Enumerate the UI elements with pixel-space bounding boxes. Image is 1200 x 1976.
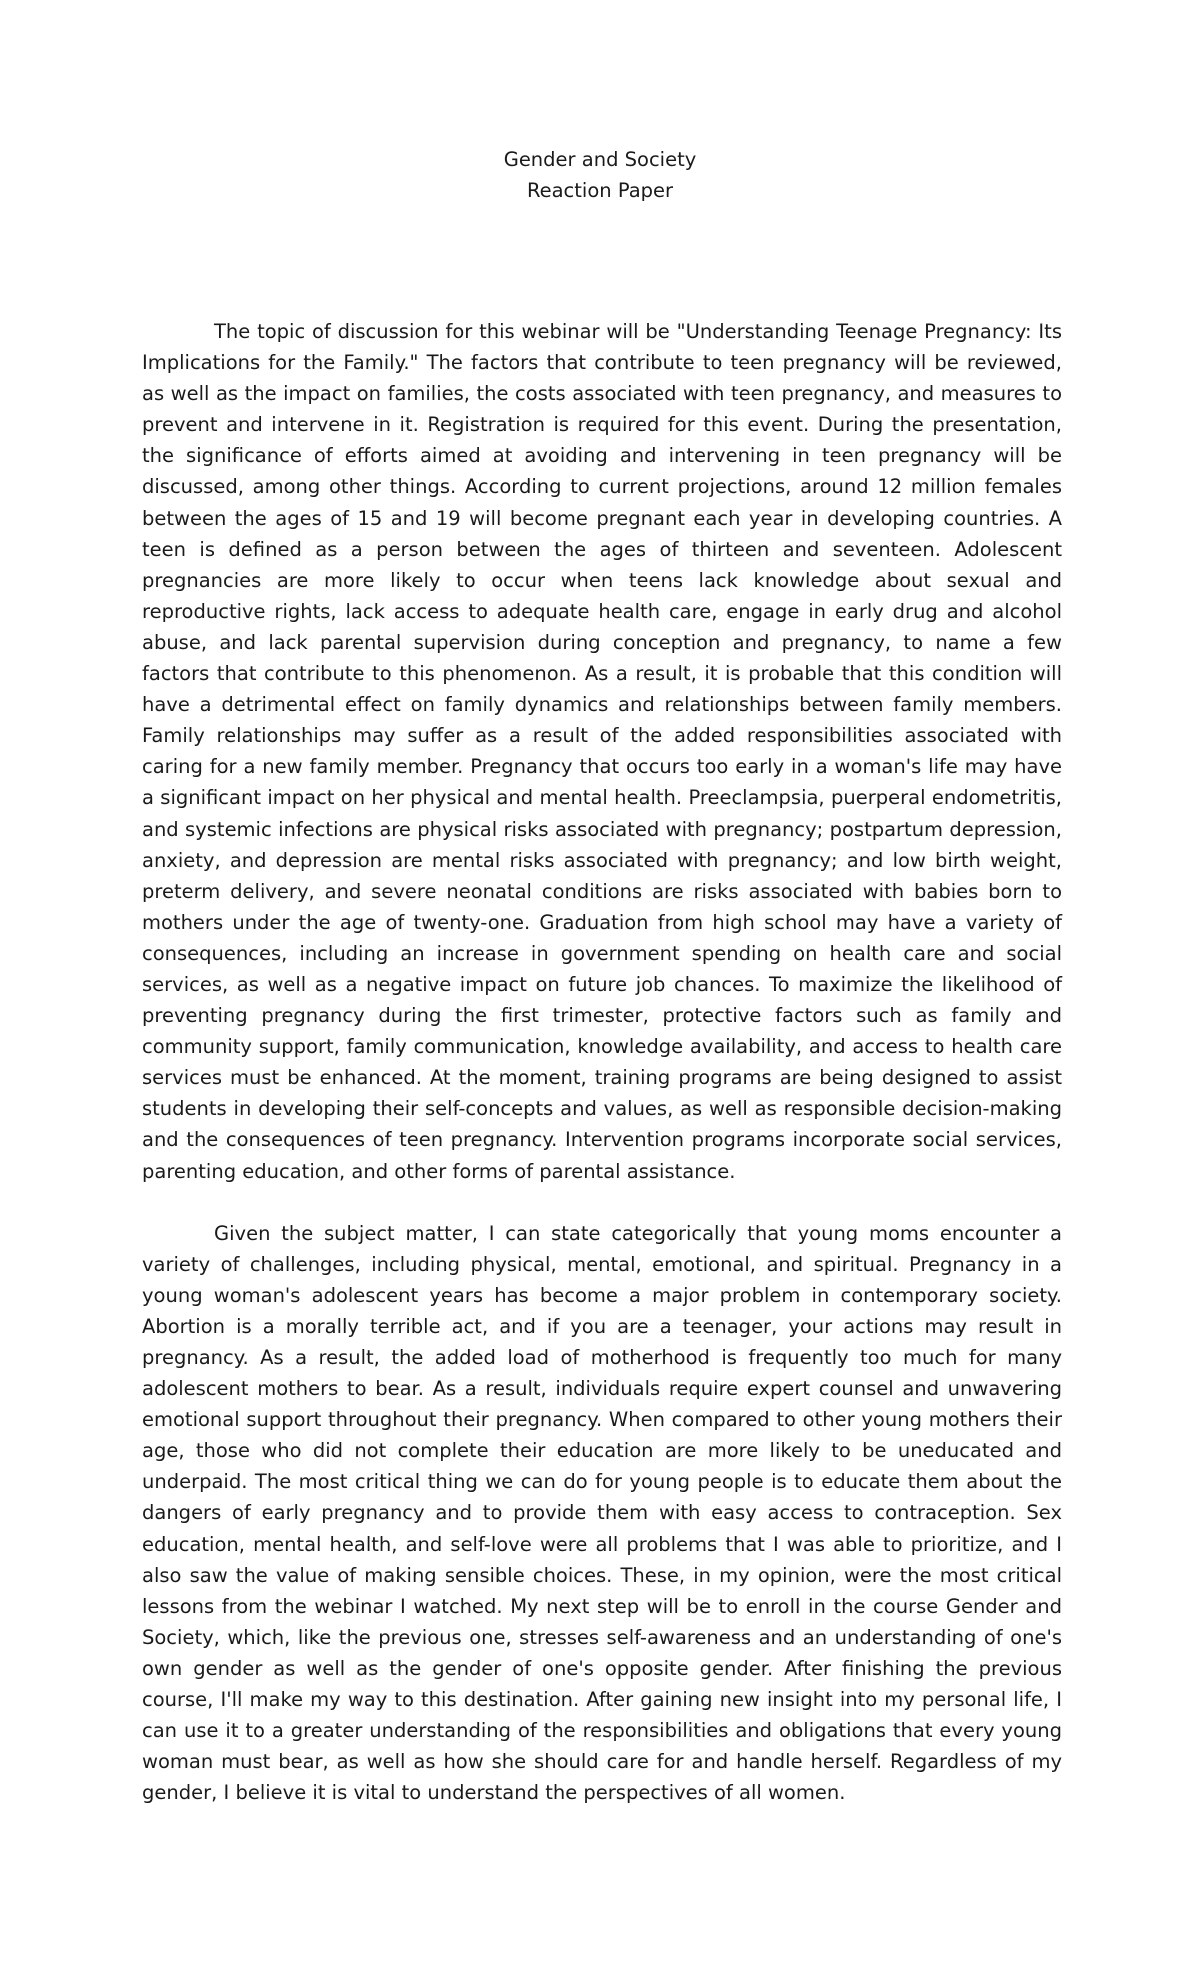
course-title: Gender and Society <box>503 148 697 171</box>
paper-type: Reaction Paper <box>526 179 674 202</box>
document-heading <box>0 144 1200 206</box>
document-body <box>142 316 1062 1839</box>
paragraph-1: The topic of discussion for this webinar will be "Understanding Teenage Pregnancy: Its Implications for the Family." The factors that contribute to teen pregnancy will be reviewed, as well as the impact on families, the costs associated with teen pregnancy, and measures to prevent and intervene in it. Registration is required for this event. During the presentation, the significance of efforts aimed at avoiding and intervening in teen pregnancy will be discussed, among other things. According to current projections, around 12 million females between the ages of 15 and 19 will become pregnant each year in developing countries. A teen is defined as a person between the ages of thirteen and seventeen. Adolescent pregnancies are more likely to occur when teens lack knowledge about sexual and reproductive rights, lack access to adequate health care, engage in early drug and alcohol abuse, and lack parental supervision during conception and pregnancy, to name a few factors that contribute to this phenomenon. As a result, it is probable that this condition will have a detrimental effect on family dynamics and relationships between family members. Family relationships may suffer as a result of the added responsibilities associated with caring for a new family member. Pregnancy that occurs too early in a woman's life may have a significant impact on her physical and mental health. Preeclampsia, puerperal endometritis, and systemic infections are physical risks associated with pregnancy; postpartum depression, anxiety, and depression are mental risks associated with pregnancy; and low birth weight, preterm delivery, and severe neonatal conditions are risks associated with babies born to mothers under the age of twenty-one. Graduation from high school may have a variety of consequences, including an increase in government spending on health care and social services, as well as a negative impact on future job chances. To maximize the likelihood of preventing pregnancy during the first trimester, protective factors such as family and community support, family communication, knowledge availability, and access to health care services must be enhanced. At the moment, training programs are being designed to assist students in developing their self-concepts and values, as well as responsible decision-making and the consequences of teen pregnancy. Intervention programs incorporate social services, parenting education, and other forms of parental assistance. <box>142 320 1062 1183</box>
paragraph-2: Given the subject matter, I can state categorically that young moms encounter a variety of challenges, including physical, mental, emotional, and spiritual. Pregnancy in a young woman's adolescent years has become a major problem in contemporary society. Abortion is a morally terrible act, and if you are a teenager, your actions may result in pregnancy. As a result, the added load of motherhood is frequently too much for many adolescent mothers to bear. As a result, individuals require expert counsel and unwavering emotional support throughout their pregnancy. When compared to other young mothers their age, those who did not complete their education are more likely to be uneducated and underpaid. The most critical thing we can do for young people is to educate them about the dangers of early pregnancy and to provide them with easy access to contraception. Sex education, mental health, and self-love were all problems that I was able to prioritize, and I also saw the value of making sensible choices. These, in my opinion, were the most critical lessons from the webinar I watched. My next step will be to enroll in the course Gender and Society, which, like the previous one, stresses self-awareness and an understanding of one's own gender as well as the gender of one's opposite gender. After finishing the previous course, I'll make my way to this destination. After gaining new insight into my personal life, I can use it to a greater understanding of the responsibilities and obligations that every young woman must bear, as well as how she should care for and handle herself. Regardless of my gender, I believe it is vital to understand the perspectives of all women. <box>142 1221 1062 1805</box>
